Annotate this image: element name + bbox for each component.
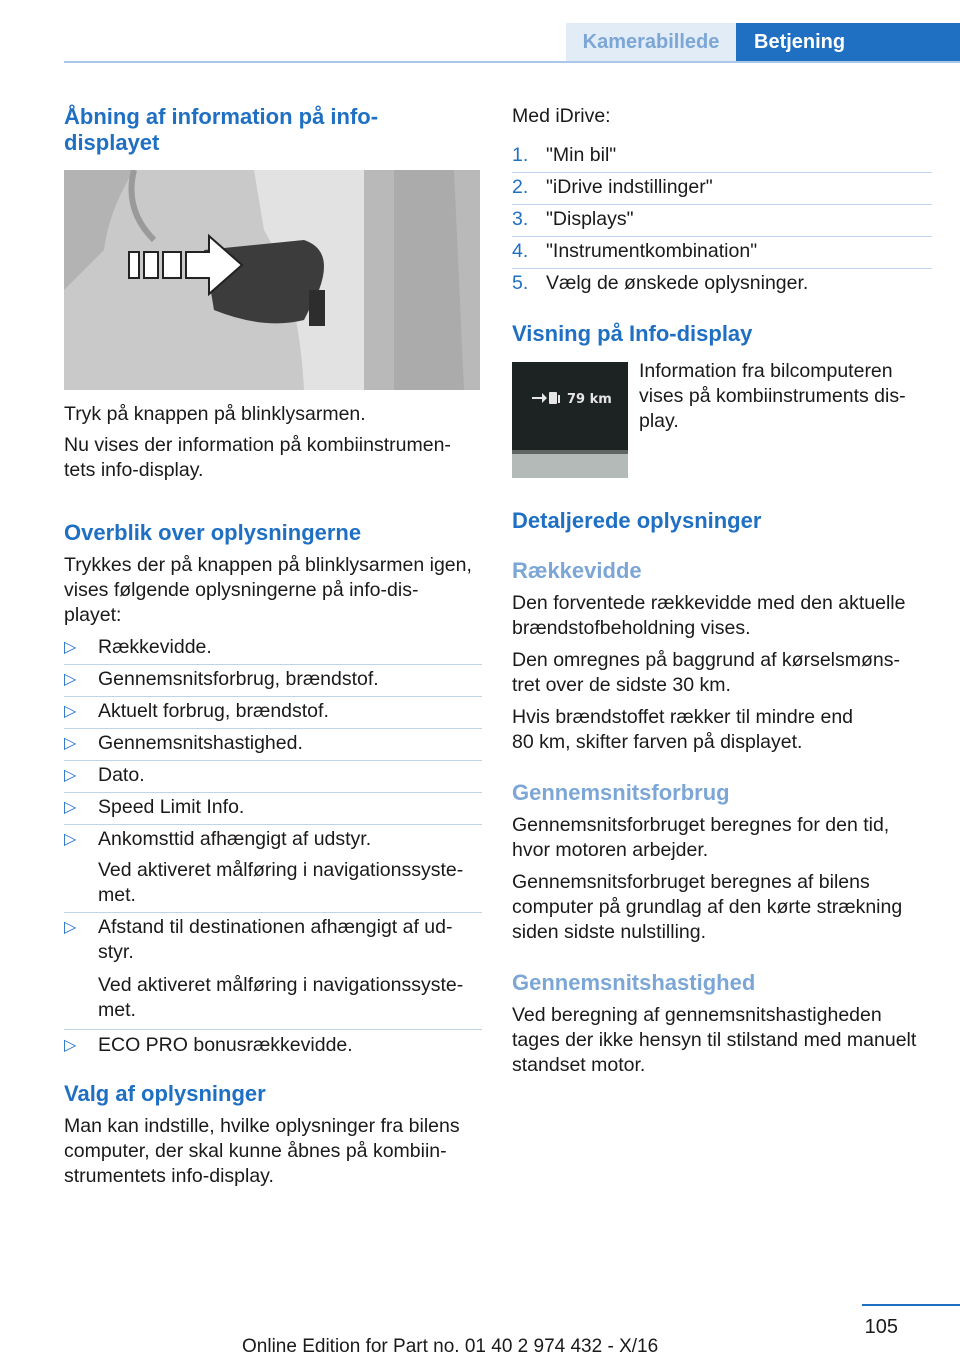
list-divider [512,236,932,237]
header-rule [64,61,960,63]
heading-select-info: Valg af oplysninger [64,1081,266,1106]
triangle-bullet-icon: ▷ [64,799,77,816]
paragraph-press-button: Tryk på knappen på blinklysarmen. [64,403,366,425]
list-divider [64,792,482,793]
triangle-bullet-icon: ▷ [64,831,77,848]
triangle-bullet-icon: ▷ [64,767,77,784]
heading-overview: Overblik over oplysningerne [64,520,362,545]
page-number: 105 [864,1316,898,1338]
footer-rule [862,1304,960,1306]
display-range-value: 79 km [567,392,612,407]
heading-detailed-info: Detaljerede oplysninger [512,508,762,533]
paragraph-display-view: Information fra bilcomputeren vises på kombiinstruments dis- play. [639,360,906,432]
paragraph-avg-consumption-2: Gennemsnitsforbruget beregnes af bilens computer på grundlag af den kørte strækning siden sidste nulstilling. [512,871,903,943]
paragraph-idrive: Med iDrive: [512,105,611,127]
subheading-avg-consumption: Gennemsnitsforbrug [512,780,730,805]
list-divider [512,172,932,173]
paragraph-range-2: Den omregnes på baggrund af kørselsmøns- tret over de sidste 30 km. [512,649,901,696]
list-divider [64,728,482,729]
list-divider [64,664,482,665]
paragraph-overview-intro: Trykkes der på knappen på blinklysarmen igen, vises følgende oplysningerne på info-dis- playet: [64,554,472,626]
list-divider [512,204,932,205]
list-divider [64,912,482,913]
header-tab-betjening[interactable]: Betjening [736,23,960,62]
paragraph-range-1: Den forventede rækkevidde med den aktuelle brændstofbeholdning vises. [512,592,906,639]
paragraph-info-shown: Nu vises der information på kombiinstrumen- tets info-display. [64,434,451,481]
list-divider [64,824,482,825]
list-divider [64,760,482,761]
info-display-image [512,362,628,478]
triangle-bullet-icon: ▷ [64,1037,77,1054]
list-divider [512,268,932,269]
paragraph-avg-consumption-1: Gennemsnitsforbruget beregnes for den tid, hvor motoren arbejder. [512,814,890,861]
header-tab-kamerabillede[interactable]: Kamerabillede [566,23,736,62]
turn-signal-lever-image [64,170,480,390]
subheading-range: Rækkevidde [512,558,642,583]
paragraph-avg-speed: Ved beregning af gennemsnitshastigheden tages der ikke hensyn til stilstand med manuelt standset motor. [512,1004,917,1076]
triangle-bullet-icon: ▷ [64,703,77,720]
triangle-bullet-icon: ▷ [64,735,77,752]
paragraph-range-3: Hvis brændstoffet rækker til mindre end 80 km, skifter farven på displayet. [512,706,854,753]
list-divider [64,696,482,697]
heading-display-view: Visning på Info-display [512,321,753,346]
triangle-bullet-icon: ▷ [64,671,77,688]
triangle-bullet-icon: ▷ [64,639,77,656]
footer-edition: Online Edition for Part no. 01 40 2 974 432 - X/16 [242,1336,659,1357]
list-divider [64,1029,482,1030]
heading-open-info: Åbning af information på info- displayet [64,104,379,155]
paragraph-select-info: Man kan indstille, hvilke oplysninger fra bilens computer, der skal kunne åbnes på kombiin- strumentets info-display. [64,1115,460,1187]
triangle-bullet-icon: ▷ [64,919,77,936]
subheading-avg-speed: Gennemsnitshastighed [512,970,756,995]
